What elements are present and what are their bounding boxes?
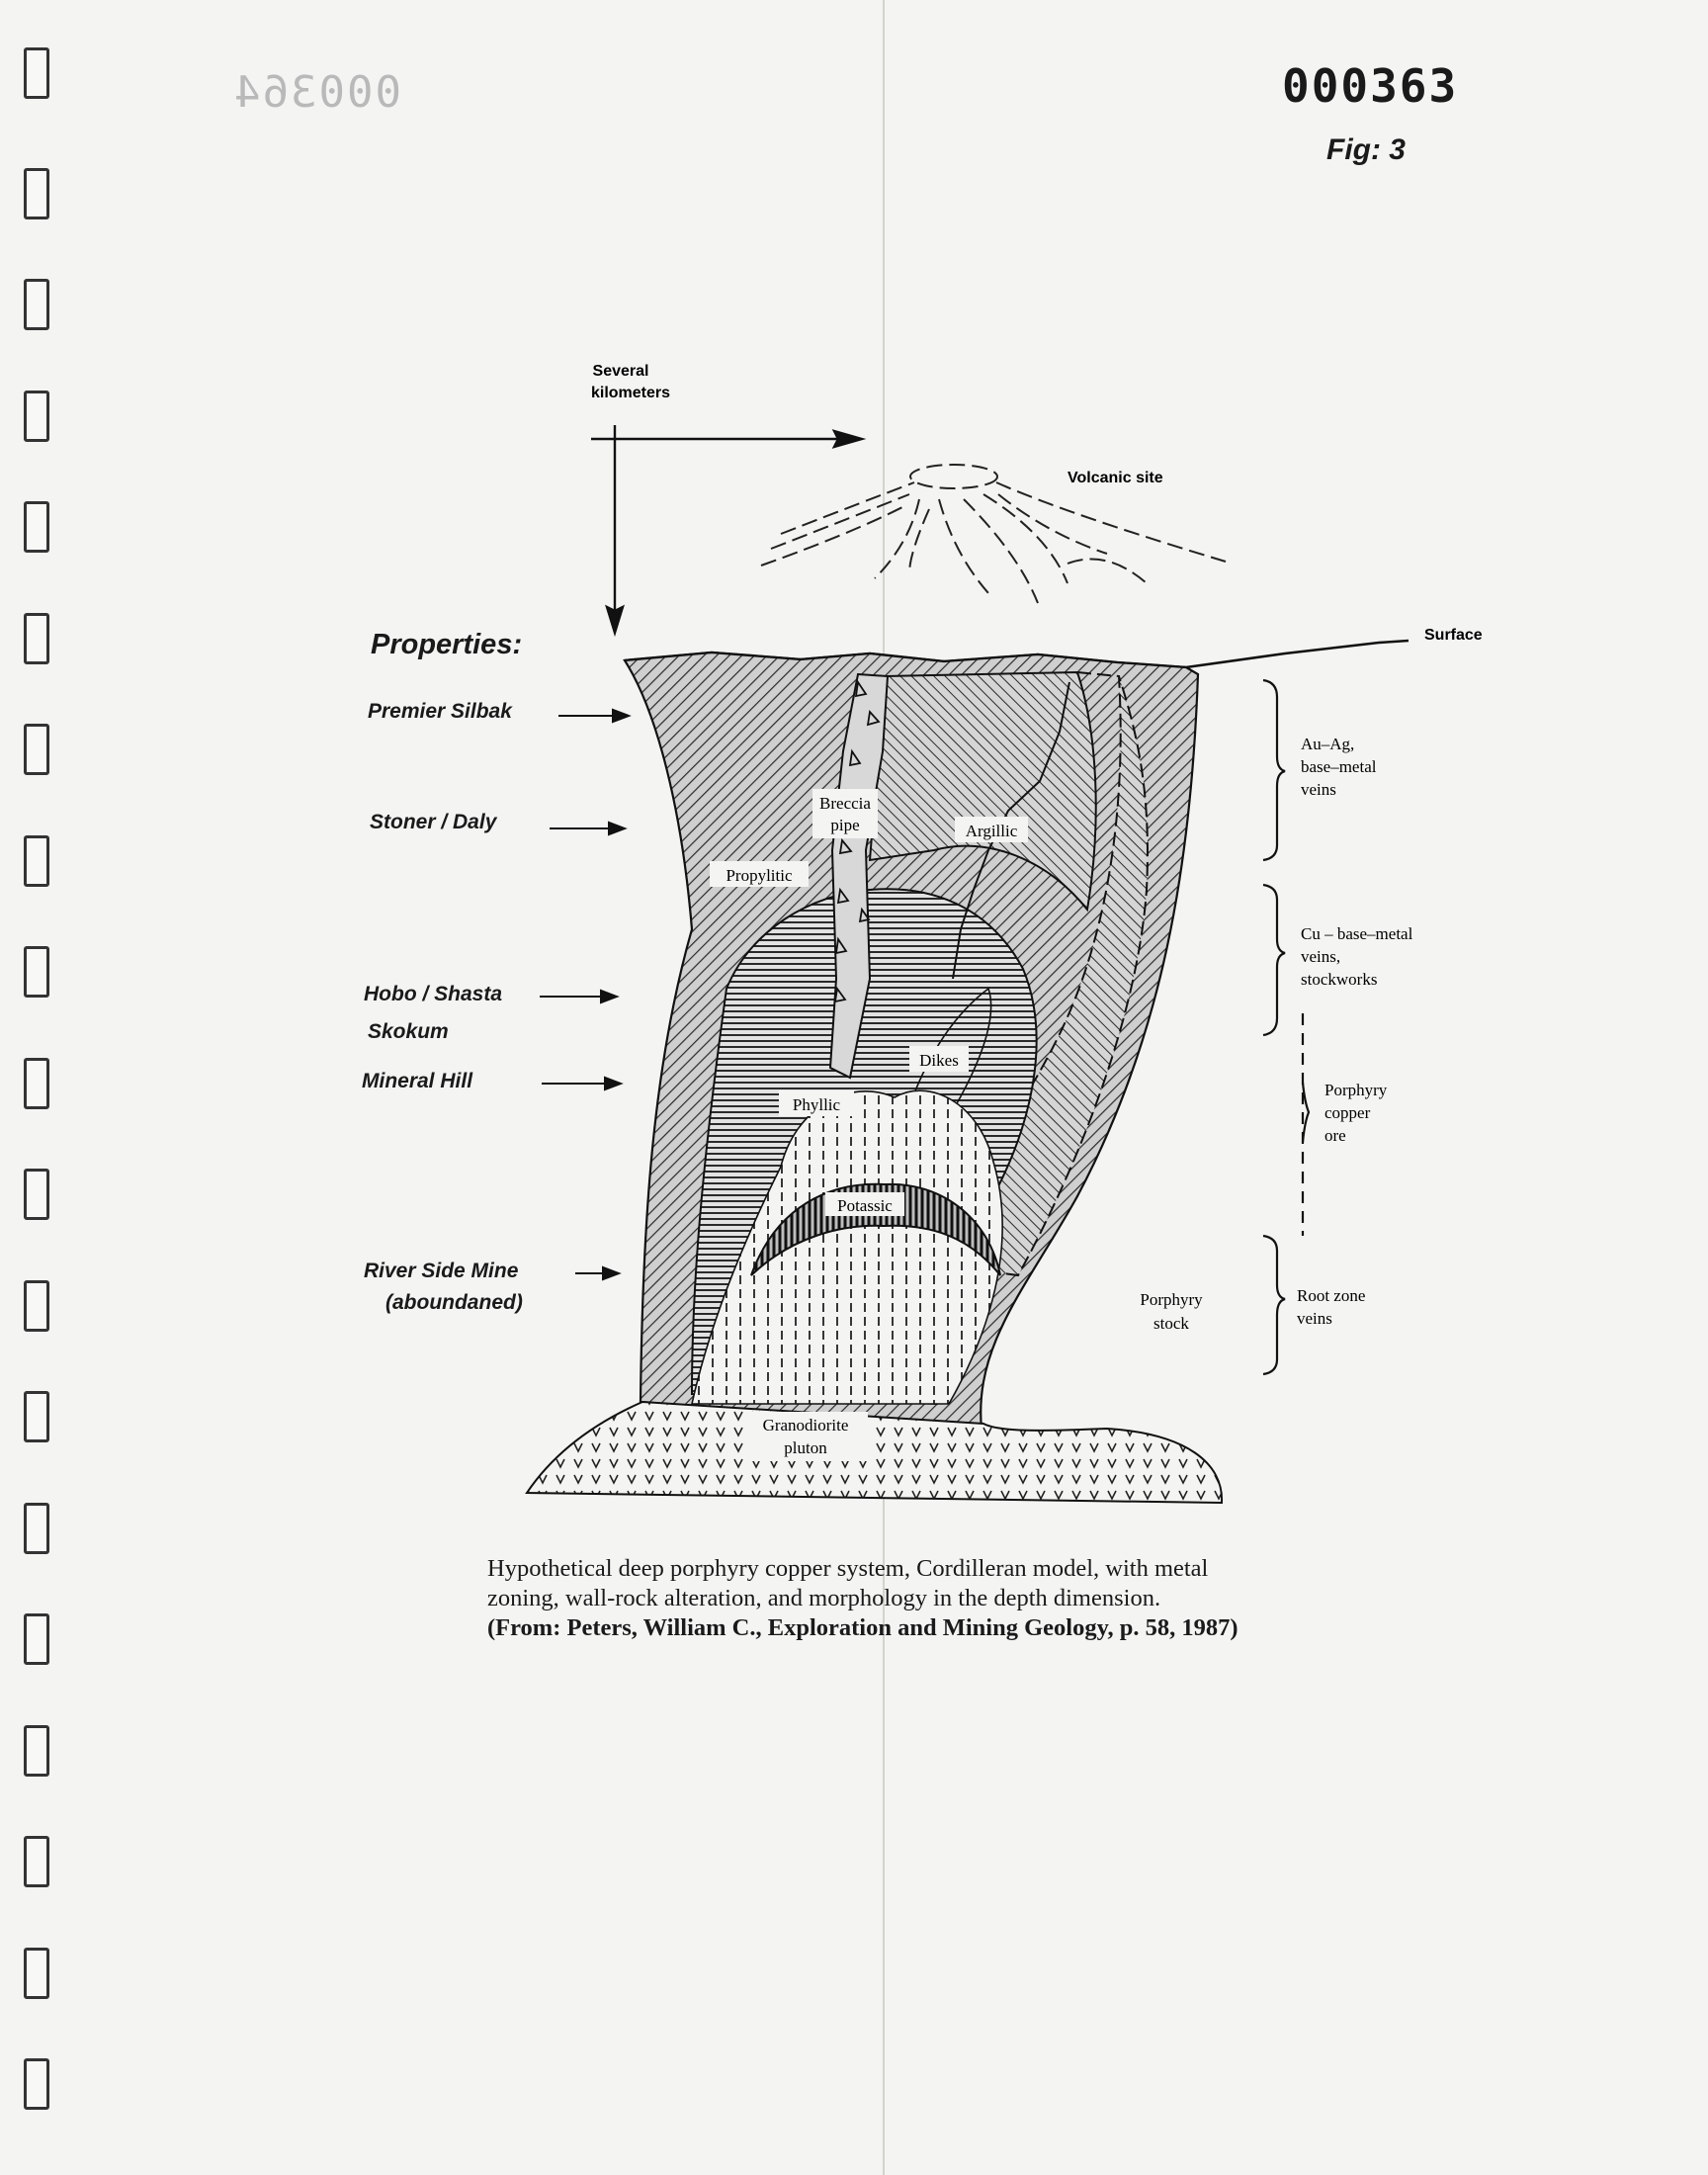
property-stoner-daly: Stoner / Daly — [370, 811, 497, 833]
page-number: 000363 — [1282, 59, 1459, 113]
caption-source: (From: Peters, William C., Exploration and Mining Geology, p. 58, 1987) — [487, 1614, 1238, 1641]
surface-label: Surface — [1424, 627, 1483, 644]
scale-label-line2: kilometers — [590, 385, 671, 401]
property-mineral-hill: Mineral Hill — [362, 1070, 473, 1092]
property-river-side-note: (aboundaned) — [385, 1291, 523, 1314]
breccia-label-line1: Breccia — [819, 794, 871, 813]
properties-heading: Properties: — [371, 629, 523, 660]
property-arrows — [540, 710, 629, 1279]
bracket-4-line1: Root zone — [1297, 1286, 1366, 1305]
volcanic-site-label: Volcanic site — [1068, 470, 1163, 486]
stock-label-line2: stock — [1153, 1314, 1189, 1333]
argillic-label: Argillic — [965, 822, 1018, 840]
phyllic-label: Phyllic — [792, 1095, 841, 1114]
property-skokum: Skokum — [368, 1020, 449, 1043]
dikes-label: Dikes — [919, 1051, 959, 1070]
bracket-3-line2: copper — [1324, 1103, 1371, 1122]
figure-caption — [487, 1554, 1476, 1643]
bracket-1-line3: veins — [1301, 780, 1336, 799]
bracket-3-line1: Porphyry — [1324, 1081, 1388, 1099]
bracket-1-line1: Au–Ag, — [1301, 735, 1355, 753]
granodiorite-label-line1: Granodiorite — [762, 1416, 849, 1435]
bracket-1-line2: base–metal — [1301, 757, 1377, 776]
property-river-side-mine: River Side Mine — [364, 1260, 519, 1282]
granodiorite-label-line2: pluton — [784, 1438, 827, 1457]
alteration-zones — [527, 652, 1222, 1503]
propylitic-label: Propylitic — [726, 866, 793, 885]
figure-label: Fig: 3 — [1326, 133, 1406, 166]
caption-line-2: zoning, wall-rock alteration, and morphology in the depth dimension. — [487, 1585, 1161, 1611]
property-hobo-shasta: Hobo / Shasta — [364, 983, 503, 1005]
bracket-2-line1: Cu – base–metal — [1301, 924, 1413, 943]
property-premier-silbak: Premier Silbak — [368, 700, 512, 723]
bleed-through-page-number: 000364 — [232, 67, 401, 118]
bracket-2-line3: stockworks — [1301, 970, 1378, 989]
caption-line-1: Hypothetical deep porphyry copper system, Cordilleran model, with metal — [487, 1555, 1209, 1582]
bracket-2-line2: veins, — [1301, 947, 1341, 966]
bracket-3-line3: ore — [1324, 1126, 1346, 1145]
stock-label-line1: Porphyry — [1140, 1290, 1203, 1309]
bracket-4-line2: veins — [1297, 1309, 1332, 1328]
breccia-label-line2: pipe — [830, 816, 860, 834]
scale-label-line1: Several — [592, 363, 649, 380]
granodiorite-pluton — [527, 1402, 1222, 1503]
potassic-label: Potassic — [837, 1196, 893, 1215]
